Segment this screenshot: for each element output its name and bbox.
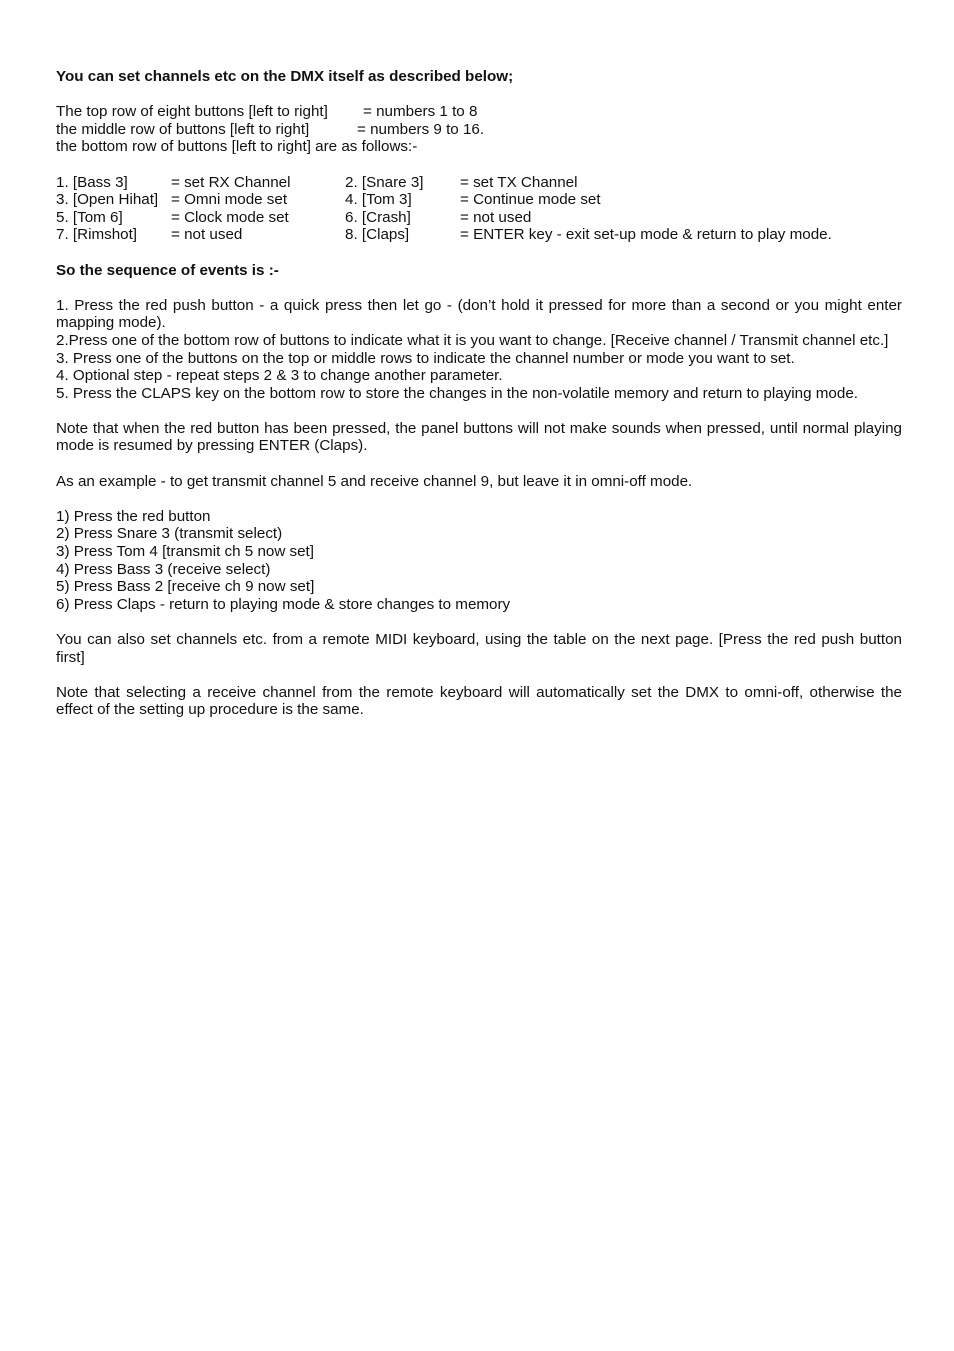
heading-set-channels: You can set channels etc on the DMX itself as described below; — [56, 68, 514, 85]
sequence-step: 5. Press the CLAPS key on the bottom row to store the changes in the non-volatile memory and return to playing mode. — [56, 384, 858, 402]
button-key: 8. [Claps] — [345, 226, 410, 244]
example-step: 2) Press Snare 3 (transmit select) — [56, 525, 283, 543]
button-row-text: The top row of eight buttons [left to right] — [56, 103, 328, 121]
sequence-step: 2.Press one of the bottom row of buttons to indicate what it is you want to change. [Receive channel / Transmit channel etc.] — [56, 331, 889, 349]
example-step: 5) Press Bass 2 [receive ch 9 now set] — [56, 578, 315, 596]
document-page — [56, 68, 902, 719]
button-function: = not used — [460, 208, 532, 226]
button-row-value: = numbers 9 to 16. — [357, 120, 485, 138]
button-key: 1. [Bass 3] — [56, 173, 128, 191]
sequence-step: 4. Optional step - repeat steps 2 & 3 to change another parameter. — [56, 367, 503, 385]
button-function: = set TX Channel — [460, 173, 578, 191]
button-key: 3. [Open Hihat] — [56, 191, 159, 209]
button-function: = set RX Channel — [171, 173, 291, 191]
button-row-text: the bottom row of buttons [left to right] are as follows:- — [56, 138, 418, 156]
button-table-row — [56, 226, 902, 244]
sequence-step: 1. Press the red push button - a quick press then let go - (don’t hold it pressed for more than a second or you might enter mapping mode). — [56, 296, 902, 332]
button-key: 6. [Crash] — [345, 208, 411, 226]
button-table-row — [56, 191, 902, 209]
button-function: = not used — [171, 226, 243, 244]
button-row-text: the middle row of buttons [left to right] — [56, 120, 310, 138]
button-table-row — [56, 174, 902, 192]
button-row-top — [56, 103, 902, 121]
button-key: 7. [Rimshot] — [56, 226, 138, 244]
button-key: 2. [Snare 3] — [345, 173, 424, 191]
button-function: = Continue mode set — [460, 191, 601, 209]
button-key: 4. [Tom 3] — [345, 191, 412, 209]
example-step: 3) Press Tom 4 [transmit ch 5 now set] — [56, 543, 315, 561]
example-intro: As an example - to get transmit channel 5 and receive channel 9, but leave it in omni-off mode. — [56, 472, 693, 490]
button-function: = Omni mode set — [171, 191, 288, 209]
sequence-step: 3. Press one of the buttons on the top or middle rows to indicate the channel number or mode you want to set. — [56, 349, 795, 367]
button-table-row — [56, 209, 902, 227]
button-row-value: = numbers 1 to 8 — [363, 103, 478, 121]
button-key: 5. [Tom 6] — [56, 208, 123, 226]
example-step: 4) Press Bass 3 (receive select) — [56, 560, 271, 578]
button-row-middle — [56, 121, 902, 139]
example-step: 6) Press Claps - return to playing mode & store changes to memory — [56, 595, 511, 613]
remote-keyboard-paragraph: You can also set channels etc. from a remote MIDI keyboard, using the table on the next page. [Press the red push button first] — [56, 631, 902, 666]
button-row-bottom — [56, 138, 902, 156]
heading-sequence: So the sequence of events is :- — [56, 261, 279, 279]
example-step: 1) Press the red button — [56, 507, 211, 525]
button-function: = ENTER key - exit set-up mode & return to play mode. — [460, 226, 832, 244]
omni-off-note-paragraph: Note that selecting a receive channel from the remote keyboard will automatically set the DMX to omni-off, otherwise the effect of the setting up procedure is the same. — [56, 683, 902, 719]
note-paragraph: Note that when the red button has been pressed, the panel buttons will not make sounds when pressed, until normal playing mode is resumed by pressing ENTER (Claps). — [56, 419, 902, 455]
button-function: = Clock mode set — [171, 208, 289, 226]
